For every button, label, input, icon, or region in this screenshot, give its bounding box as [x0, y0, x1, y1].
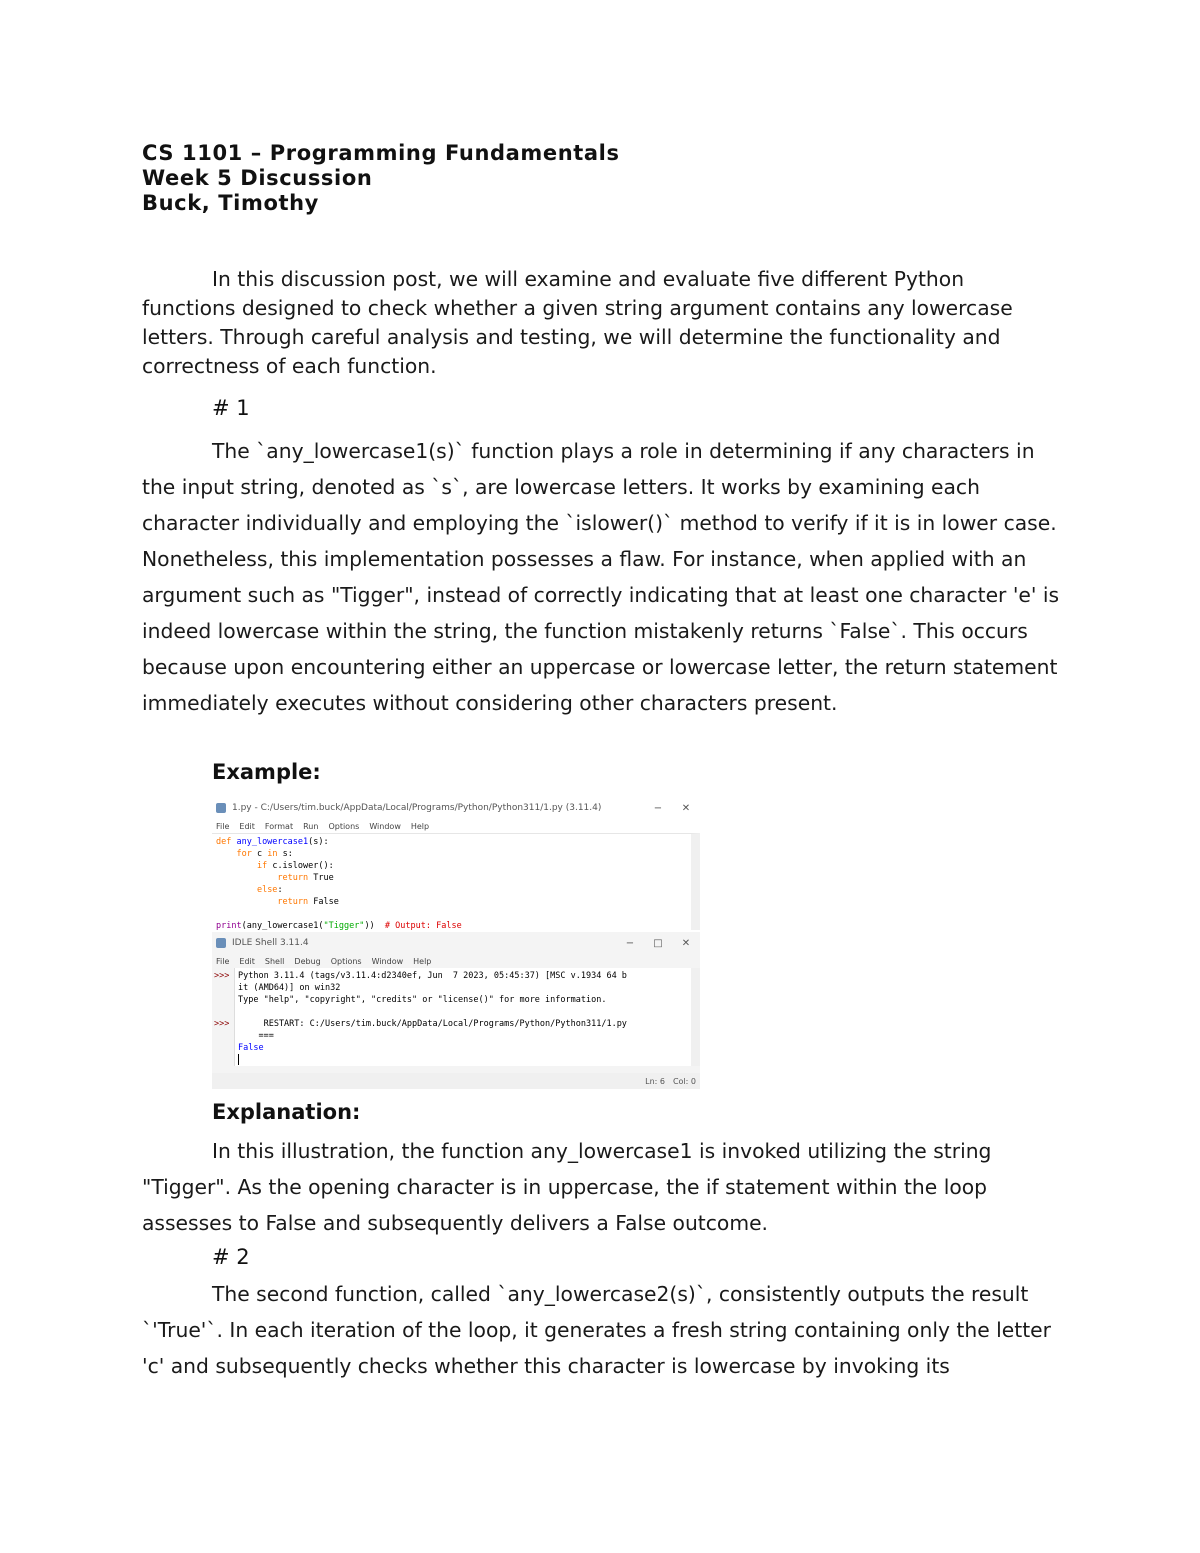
section-1-body: The `any_lowercase1(s)` function plays a role in determining if any characters in the input string, denoted as `s`, are lowercase letters. It works by examining each character individually and employing the `islower()` method to verify if it is in lower case. Nonetheless, this implementation possesses a flaw. For instance, when applied with an argument such as "Tigger", instead of correctly indicating that at least one character 'e' is indeed lowercase within the string, the function mistakenly returns `False`. This occurs because upon encountering either an uppercase or lowercase letter, the return statement immediately executes without considering other characters present. [142, 439, 1060, 715]
section-1-heading: # 1 [212, 396, 250, 420]
shell-line: Type "help", "copyright", "credits" or "license()" for more information. [238, 995, 607, 1005]
explanation-label: Explanation: [212, 1100, 361, 1124]
menu-edit[interactable]: Edit [239, 956, 255, 966]
shell-prompts [214, 970, 234, 1030]
intro-paragraph: In this discussion post, we will examine and evaluate five different Python functions designed to check whether a given string argument contains any lowercase letters. Through careful analysis and testing, we will determine the functionality and correctness of each function. [142, 267, 1013, 378]
menu-file[interactable]: File [216, 956, 230, 966]
code-text: : [277, 885, 283, 895]
close-icon[interactable]: ✕ [681, 802, 691, 814]
code-text: c [251, 849, 268, 859]
code-function-name: any_lowercase1 [231, 837, 309, 847]
course-title: CS 1101 – Programming Fundamentals [142, 141, 620, 165]
code-keyword: return [277, 897, 309, 907]
section-2-heading: # 2 [212, 1245, 250, 1269]
code-keyword: else [256, 885, 278, 895]
close-icon[interactable]: ✕ [681, 937, 691, 949]
menu-run[interactable]: Run [303, 821, 319, 831]
code-string: "Tigger" [323, 921, 365, 930]
minimize-icon[interactable]: − [625, 937, 635, 949]
shell-text [235, 968, 691, 1066]
code-text: False [308, 897, 339, 907]
shell-titlebar [212, 932, 700, 954]
week-title: Week 5 Discussion [142, 166, 373, 190]
editor-titlebar [212, 797, 700, 819]
menu-file[interactable]: File [216, 821, 230, 831]
shell-window [212, 932, 700, 1089]
author-name: Buck, Timothy [142, 191, 319, 215]
shell-line: === [238, 1031, 274, 1041]
editor-menubar [212, 819, 700, 833]
code-text: True [308, 873, 334, 883]
menu-help[interactable]: Help [410, 821, 430, 831]
code-keyword: if [256, 861, 268, 871]
menu-window[interactable]: Window [371, 956, 404, 966]
python-file-icon [216, 803, 226, 813]
code-keyword: for [236, 849, 252, 859]
code-text: s: [277, 849, 293, 859]
menu-shell[interactable]: Shell [264, 956, 285, 966]
code-keyword: def [216, 837, 232, 847]
menu-options[interactable]: Options [328, 821, 360, 831]
shell-prompt: >>> [214, 971, 230, 981]
code-editor[interactable] [212, 833, 700, 930]
menu-edit[interactable]: Edit [239, 821, 255, 831]
maximize-icon[interactable]: □ [653, 937, 663, 949]
status-column: Col: 0 [672, 1076, 696, 1086]
explanation-paragraph: In this illustration, the function any_lowercase1 is invoked utilizing the string "Tigger". As the opening character is in uppercase, the if statement within the loop assesses to False and subsequently delivers a False outcome. [142, 1139, 992, 1235]
code-builtin: print [216, 921, 242, 930]
menu-help[interactable]: Help [413, 956, 432, 966]
code-block [212, 834, 691, 930]
editor-title: 1.py - C:/Users/tim.buck/AppData/Local/Programs/Python/Python311/1.py (3.11.4) [232, 803, 602, 813]
menu-window[interactable]: Window [369, 821, 401, 831]
minimize-icon[interactable]: − [653, 802, 663, 814]
shell-title: IDLE Shell 3.11.4 [232, 938, 309, 948]
shell-line: it (AMD64)] on win32 [238, 983, 341, 993]
idle-shell-icon [216, 938, 226, 948]
menu-options[interactable]: Options [330, 956, 362, 966]
text-cursor [238, 1054, 239, 1065]
shell-output[interactable] [234, 968, 700, 1066]
shell-prompt: >>> [214, 1019, 230, 1029]
shell-statusbar [212, 1073, 700, 1089]
code-text: )) [364, 921, 385, 930]
code-text: (s): [308, 837, 329, 847]
example-label: Example: [212, 760, 321, 784]
section-2-body: The second function, called `any_lowercase2(s)`, consistently outputs the result `'True'`. In each iteration of the loop, it generates a fresh string containing only the letter 'c' and subsequently checks whether this character is lowercase by invoking its [142, 1282, 1051, 1378]
code-comment: # Output: False [384, 921, 462, 930]
status-line: Ln: 6 [645, 1076, 665, 1086]
code-text: c.islower(): [267, 861, 334, 871]
menu-format[interactable]: Format [264, 821, 294, 831]
idle-screenshot [212, 797, 700, 1089]
menu-debug[interactable]: Debug [294, 956, 321, 966]
shell-output-value: False [238, 1043, 264, 1053]
shell-menubar [212, 954, 700, 968]
shell-line [238, 1007, 253, 1017]
code-text: (any_lowercase1( [241, 921, 324, 930]
code-keyword: in [267, 849, 278, 859]
shell-restart-line: RESTART: C:/Users/tim.buck/AppData/Local/Programs/Python/Python311/1.py [238, 1019, 627, 1029]
editor-window [212, 797, 700, 930]
code-keyword: return [277, 873, 309, 883]
shell-line: Python 3.11.4 (tags/v3.11.4:d2340ef, Jun 7 2023, 05:45:37) [MSC v.1934 64 b [238, 971, 627, 981]
